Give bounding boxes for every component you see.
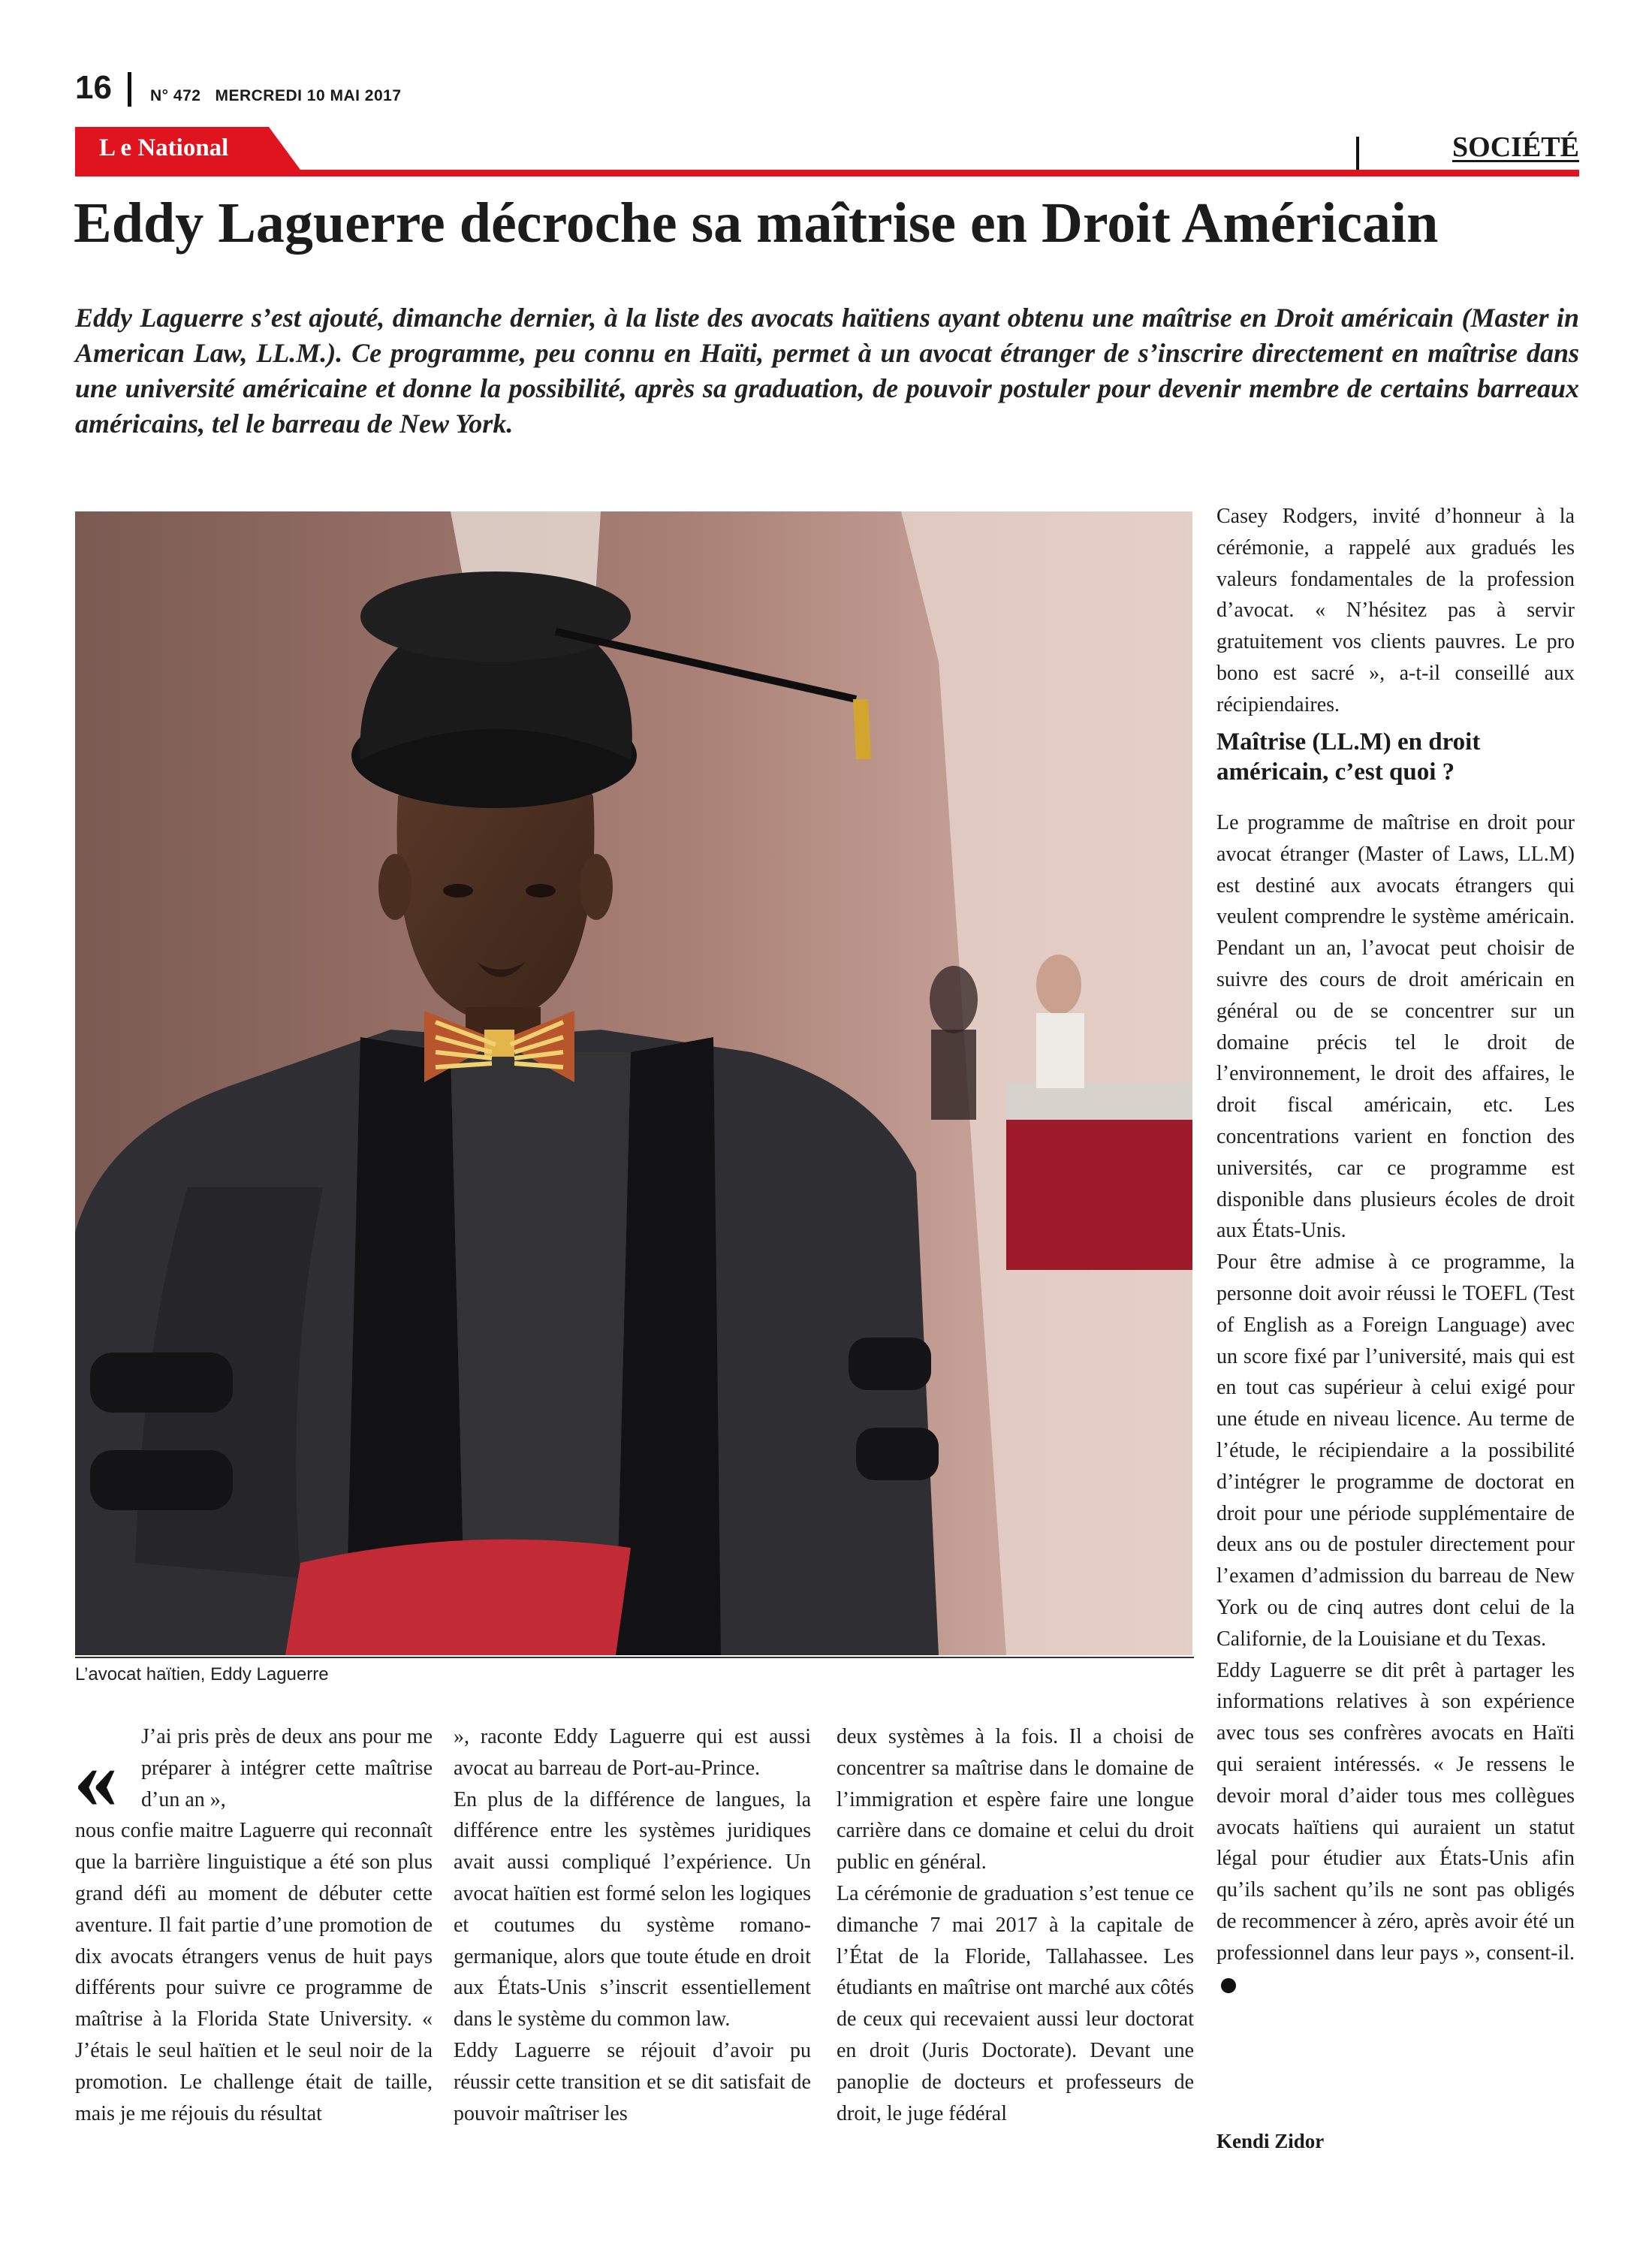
article-column-2 [454, 1721, 811, 2129]
end-mark-icon [1221, 1978, 1236, 1993]
caption-rule [75, 1657, 1194, 1658]
column-1-text: nous confie maitre Laguerre qui reconnaît que la barrière linguistique a été son plus grand défi au moment de débuter cette aventure. Il fait partie d’une promotion de dix avocats étrangers venus de huit pays différents pour suivre ce programme de maîtrise à la Florida State University. « J’étais le seul haïtien et le seul noir de la promotion. Le challenge était de taille, mais je me réjouis du résultat [75, 1819, 433, 2125]
article-column-3 [837, 1721, 1194, 2129]
column-4-paragraph-1: Casey Rodgers, invité d’honneur à la cérémonie, a rappelé aux gradués les valeurs fondamentales de la profession d’avocat. « N’hésitez pas à servir gratuitement vos clients pauvres. Le pro bono est sacré », a-t-il conseillé aux récipiendaires. [1216, 505, 1575, 716]
column-1-intro: J’ai pris près de deux ans pour me préparer à intégrer cette maîtrise d’un an », [141, 1725, 433, 1811]
opening-quote-mark: « [74, 1729, 118, 1827]
article-lede: Eddy Laguerre s’est ajouté, dimanche dernier, à la liste des avocats haïtiens ayant obtenu une maîtrise en Droit américain (Master in American Law, LL.M.). Ce programme, peu connu en Haïti, permet à un avocat étranger de s’inscrire directement en maîtrise dans une université américaine et donne la possibilité, après sa graduation, de pouvoir postuler pour devenir membre de certains barreaux américains, tel le barreau de New York. [75, 303, 1579, 439]
issue-number: N° 472 [150, 87, 201, 104]
header-rule [75, 170, 1579, 176]
column-4-paragraph-4-text: Eddy Laguerre se dit prêt à partager les informations relatives à son expérience avec tous ses confrères avocats en Haïti qui seraient intéressés. « Je ressens le devoir moral d’aider tous mes collègues avocats haïtiens qui auraient un statut légal pour étudier aux États-Unis afin qu’ils sachent qu’ils ne sont pas obligés de recommencer à zéro, après avoir été un professionnel dans leur pays », consent-il. [1216, 1658, 1575, 1965]
article-column-1 [75, 1721, 433, 2129]
photo-caption: L’avocat haïtien, Eddy Laguerre [75, 1664, 329, 1684]
column-3-paragraph-2: La cérémonie de graduation s’est tenue ce dimanche 7 mai 2017 à la capitale de l’État de la Floride, Tallahassee. Les étudiants en maîtrise ont marché aux côtés de ceux qui recevaient aussi leur doctorat en droit (Juris Doctorate). Devant une panoplie de docteurs et professeurs de droit, le juge fédéral [837, 1881, 1194, 2125]
issue-date [150, 87, 402, 105]
article-subhead: Maîtrise (LL.M) en droit américain, c’est quoi ? [1216, 728, 1481, 786]
column-2-paragraph-2: En plus de la différence de langues, la différence entre les systèmes juridiques avait aussi compliqué l’expérience. Un avocat haïtien est formé selon les logiques et coutumes du système romano-germanique, alors que toute étude en droit aux États-Unis s’inscrit essentiellement dans le système du common law. [454, 1787, 811, 2031]
column-2-paragraph-1: », raconte Eddy Laguerre qui est aussi avocat au barreau de Port-au-Prince. [454, 1725, 811, 1780]
column-4-paragraph-3: Pour être admise à ce programme, la personne doit avoir réussi le TOEFL (Test of English as a Foreign Language) avec un score fixé par l’université, mais qui est en tout cas supérieur à celui exigé pour une étude en niveau licence. Au terme de l’étude, le récipiendaire a la possibilité d’intégrer le programme de doctorat en droit pour une période supplémentaire de deux ans ou de postuler directement pour l’examen d’admission du barreau de New York ou de cinq autres dont celui de la Californie, de la Louisiane et du Texas. [1216, 1250, 1575, 1651]
graduate-portrait-image [75, 511, 1192, 1655]
page-number: 16 [75, 69, 112, 106]
column-2-paragraph-3: Eddy Laguerre se réjouit d’avoir pu réussir cette transition et se dit satisfait de pouvoir maîtriser les [454, 2038, 811, 2125]
article-photo [75, 511, 1192, 1655]
section-divider [1356, 137, 1359, 170]
article-column-4-top [1216, 501, 1575, 721]
article-headline: Eddy Laguerre décroche sa maîtrise en Droit Américain [74, 192, 1439, 255]
brand-name: L e National [99, 134, 229, 161]
column-4-paragraph-2: Le programme de maîtrise en droit pour avocat étranger (Master of Laws, LL.M) est destiné aux avocats étrangers qui veulent comprendre le système américain. Pendant un an, l’avocat peut choisir de suivre des cours de droit américain en général ou de se concentrer sur un domaine précis tel le droit de l’environnement, le droit des affaires, le droit fiscal américain, etc. Les concentrations varient en fonction des universités, car ce programme est disponible dans plusieurs écoles de droit aux États-Unis. [1216, 811, 1575, 1243]
column-3-paragraph-1: deux systèmes à la fois. Il a choisi de concentrer sa maîtrise dans le domaine de l’immigration et espère faire une longue carrière dans ce domaine et celui du droit public en général. [837, 1725, 1194, 1874]
column-4-paragraph-4 [1216, 1655, 1575, 2001]
page-number-divider [128, 72, 131, 107]
issue-date-text: MERCREDI 10 MAI 2017 [215, 87, 402, 104]
section-label: SOCIÉTÉ [1452, 131, 1579, 163]
article-column-4 [1216, 807, 1575, 2000]
article-author: Kendi Zidor [1216, 2130, 1325, 2152]
